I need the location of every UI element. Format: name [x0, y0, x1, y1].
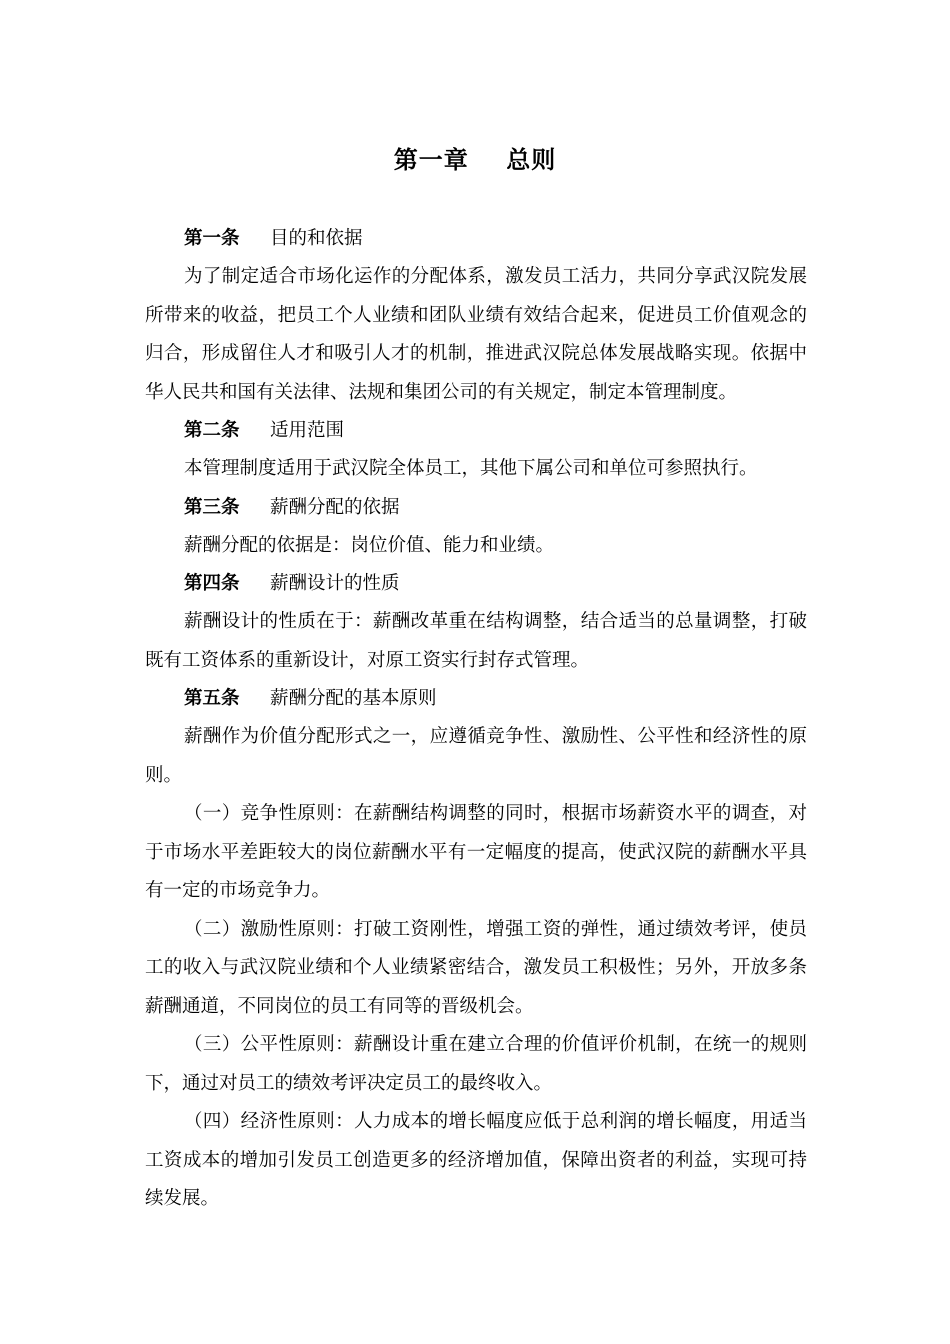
chapter-title: 第一章 总则	[393, 145, 557, 174]
article-paragraph: 薪酬设计的性质在于：薪酬改革重在结构调整，结合适当的总量调整，打破既有工资体系的重新设计，对原工资实行封存式管理。	[145, 611, 807, 671]
principle-competitiveness: （一）竞争性原则：在薪酬结构调整的同时，根据市场薪资水平的调查，对于市场水平差距较大的岗位薪酬水平有一定幅度的提高，使武汉院的薪酬水平具有一定的市场竞争力。	[145, 803, 807, 901]
article-title: 适用范围	[270, 420, 345, 441]
article-number: 第一条	[184, 228, 240, 249]
article-number: 第四条	[184, 573, 240, 594]
article-title: 目的和依据	[270, 228, 363, 249]
article-paragraph: 本管理制度适用于武汉院全体员工，其他下属公司和单位可参照执行。	[184, 458, 758, 479]
article-heading-5	[145, 680, 807, 718]
article-paragraph: 薪酬作为价值分配形式之一，应遵循竞争性、激励性、公平性和经济性的原则。	[145, 726, 807, 786]
document-body	[145, 220, 807, 1219]
principle-economy: （四）经济性原则：人力成本的增长幅度应低于总利润的增长幅度，用适当工资成本的增加引发员工创造更多的经济增加值，保障出资者的利益，实现可持续发展。	[145, 1111, 807, 1209]
article-title: 薪酬设计的性质	[270, 573, 400, 594]
principle-fairness: （三）公平性原则：薪酬设计重在建立合理的价值评价机制，在统一的规则下，通过对员工的绩效考评决定员工的最终收入。	[145, 1034, 807, 1094]
article-paragraph: 为了制定适合市场化运作的分配体系，激发员工活力，共同分享武汉院发展所带来的收益，把员工个人业绩和团队业绩有效结合起来，促进员工价值观念的归合，形成留住人才和吸引人才的机制，推进武汉院总体发展战略实现。依据中华人民共和国有关法律、法规和集团公司的有关规定，制定本管理制度。	[145, 266, 807, 403]
article-number: 第五条	[184, 688, 240, 709]
principle-incentive: （二）激励性原则：打破工资刚性，增强工资的弹性，通过绩效考评，使员工的收入与武汉院业绩和个人业绩紧密结合，激发员工积极性；另外，开放多条薪酬通道，不同岗位的员工有同等的晋级机会。	[145, 918, 807, 1017]
article-title: 薪酬分配的基本原则	[270, 688, 437, 709]
article-title: 薪酬分配的依据	[270, 496, 400, 518]
article-heading-2	[145, 412, 807, 450]
article-number: 第三条	[184, 496, 240, 518]
article-heading-1	[145, 220, 807, 258]
article-heading-3	[145, 489, 807, 527]
article-paragraph: 薪酬分配的依据是：岗位价值、能力和业绩。	[184, 534, 555, 556]
article-number: 第二条	[184, 420, 240, 441]
article-heading-4	[145, 565, 807, 603]
